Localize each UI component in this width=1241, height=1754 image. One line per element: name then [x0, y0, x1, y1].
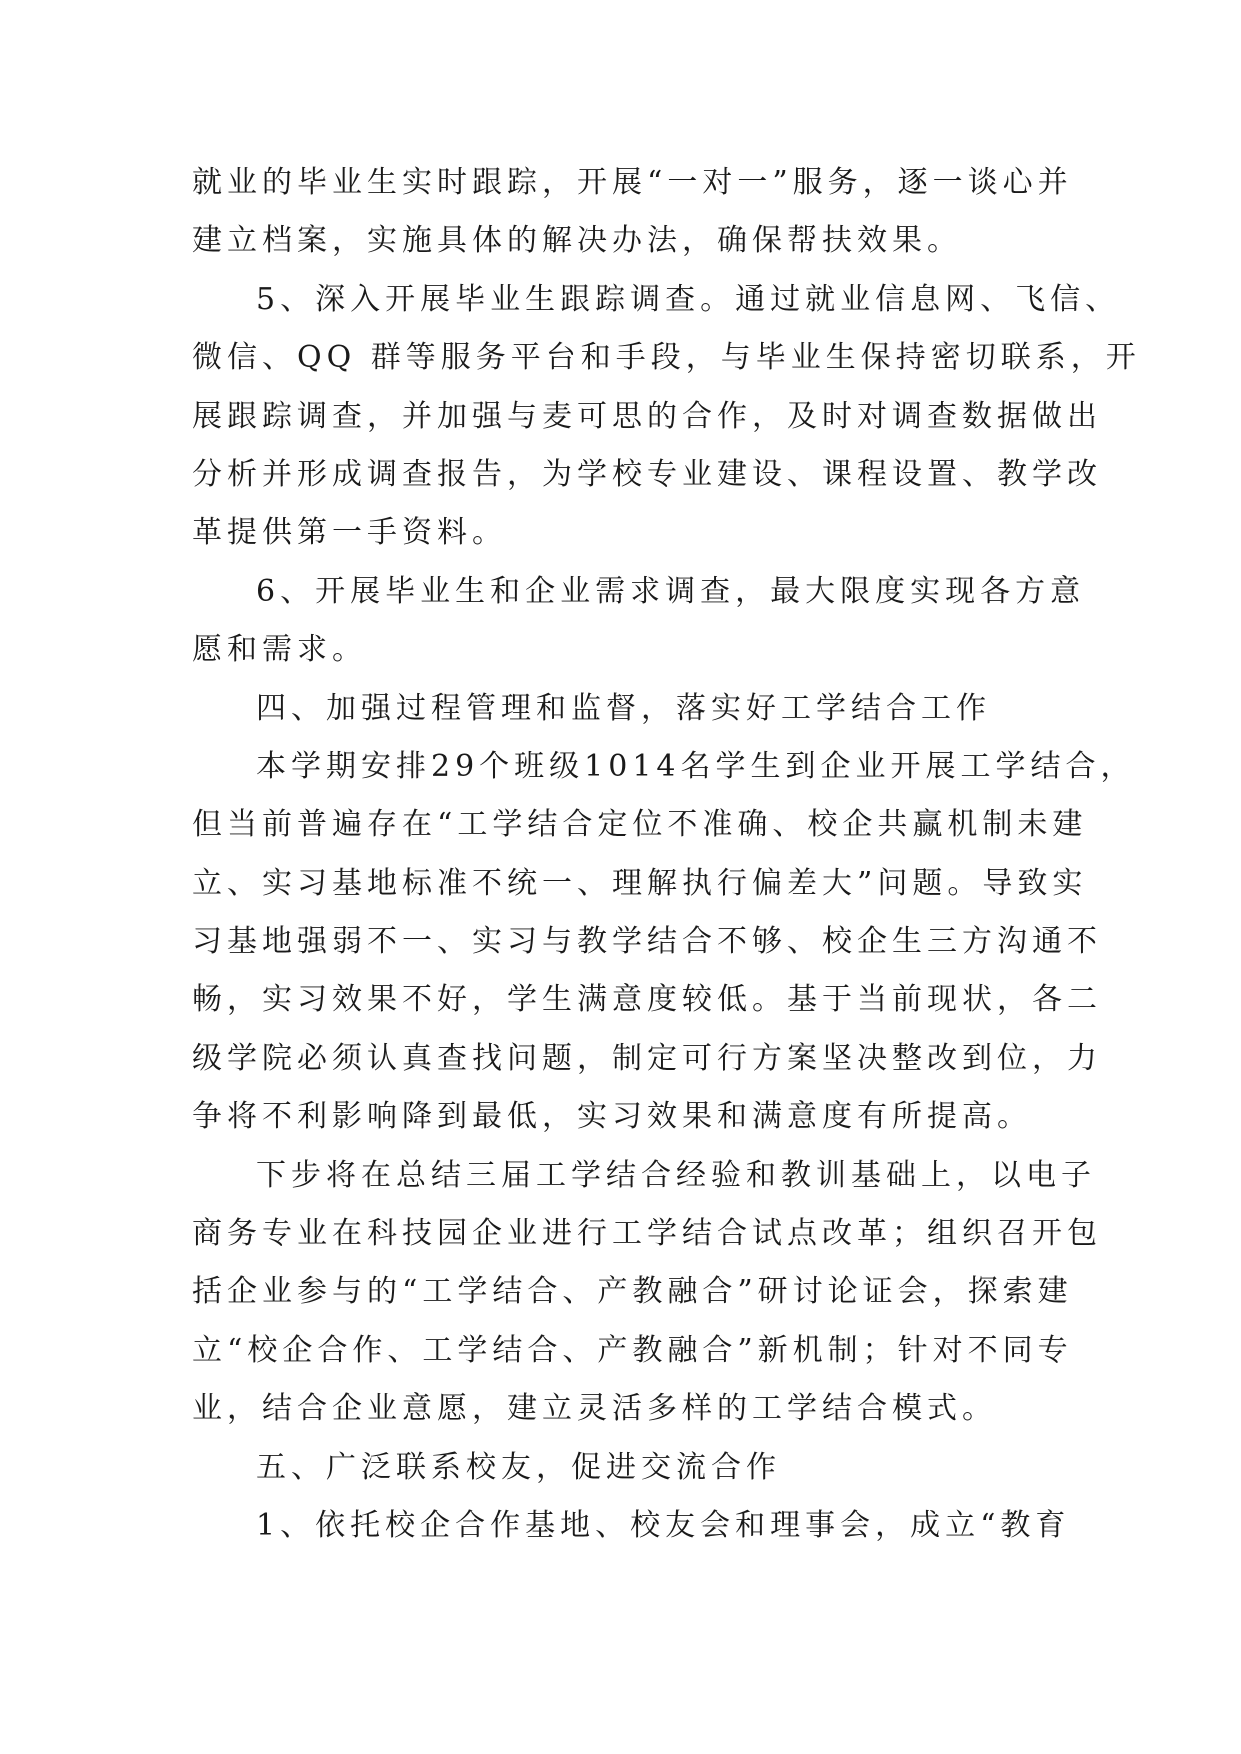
text-line: 5、深入开展毕业生跟踪调查。通过就业信息网、飞信、 — [256, 281, 1121, 317]
text-line: 建立档案，实施具体的解决办法，确保帮扶效果。 — [192, 223, 962, 259]
text-line: 级学院必须认真查找问题，制定可行方案坚决整改到位，力 — [192, 1040, 1102, 1076]
text-line: 1、依托校企合作基地、校友会和理事会，成立“教育 — [256, 1507, 1071, 1543]
text-line: 商务专业在科技园企业进行工学结合试点改革；组织召开包 — [192, 1216, 1102, 1252]
text-line: 革提供第一手资料。 — [192, 515, 507, 551]
text-line: 业，结合企业意愿，建立灵活多样的工学结合模式。 — [192, 1391, 997, 1427]
document-page — [192, 0, 1141, 1754]
text-line: 愿和需求。 — [192, 632, 367, 668]
text-line: 下步将在总结三届工学结合经验和教训基础上，以电子 — [256, 1157, 1096, 1193]
text-line: 微信、QQ 群等服务平台和手段，与毕业生保持密切联系，开 — [192, 340, 1141, 376]
text-line: 立、实习基地标准不统一、理解执行偏差大”问题。导致实 — [192, 865, 1088, 901]
section-heading: 四、加强过程管理和监督，落实好工学结合工作 — [256, 690, 991, 726]
section-heading: 五、广泛联系校友，促进交流合作 — [256, 1449, 781, 1485]
text-line: 6、开展毕业生和企业需求调查，最大限度实现各方意 — [256, 573, 1086, 609]
text-line: 但当前普遍存在“工学结合定位不准确、校企共赢机制未建 — [192, 807, 1088, 843]
text-line: 畅，实习效果不好，学生满意度较低。基于当前现状，各二 — [192, 982, 1102, 1018]
text-line: 括企业参与的“工学结合、产教融合”研讨论证会，探索建 — [192, 1274, 1073, 1310]
text-line: 分析并形成调查报告，为学校专业建设、课程设置、教学改 — [192, 456, 1102, 492]
text-line: 习基地强弱不一、实习与教学结合不够、校企生三方沟通不 — [192, 924, 1102, 960]
text-line: 展跟踪调查，并加强与麦可思的合作，及时对调查数据做出 — [192, 398, 1102, 434]
text-line: 争将不利影响降到最低，实习效果和满意度有所提高。 — [192, 1099, 1032, 1135]
text-line: 就业的毕业生实时跟踪，开展“一对一”服务，逐一谈心并 — [192, 165, 1073, 200]
text-line: 本学期安排29个班级1014名学生到企业开展工学结合， — [256, 748, 1136, 784]
text-line: 立“校企合作、工学结合、产教融合”新机制；针对不同专 — [192, 1332, 1073, 1368]
